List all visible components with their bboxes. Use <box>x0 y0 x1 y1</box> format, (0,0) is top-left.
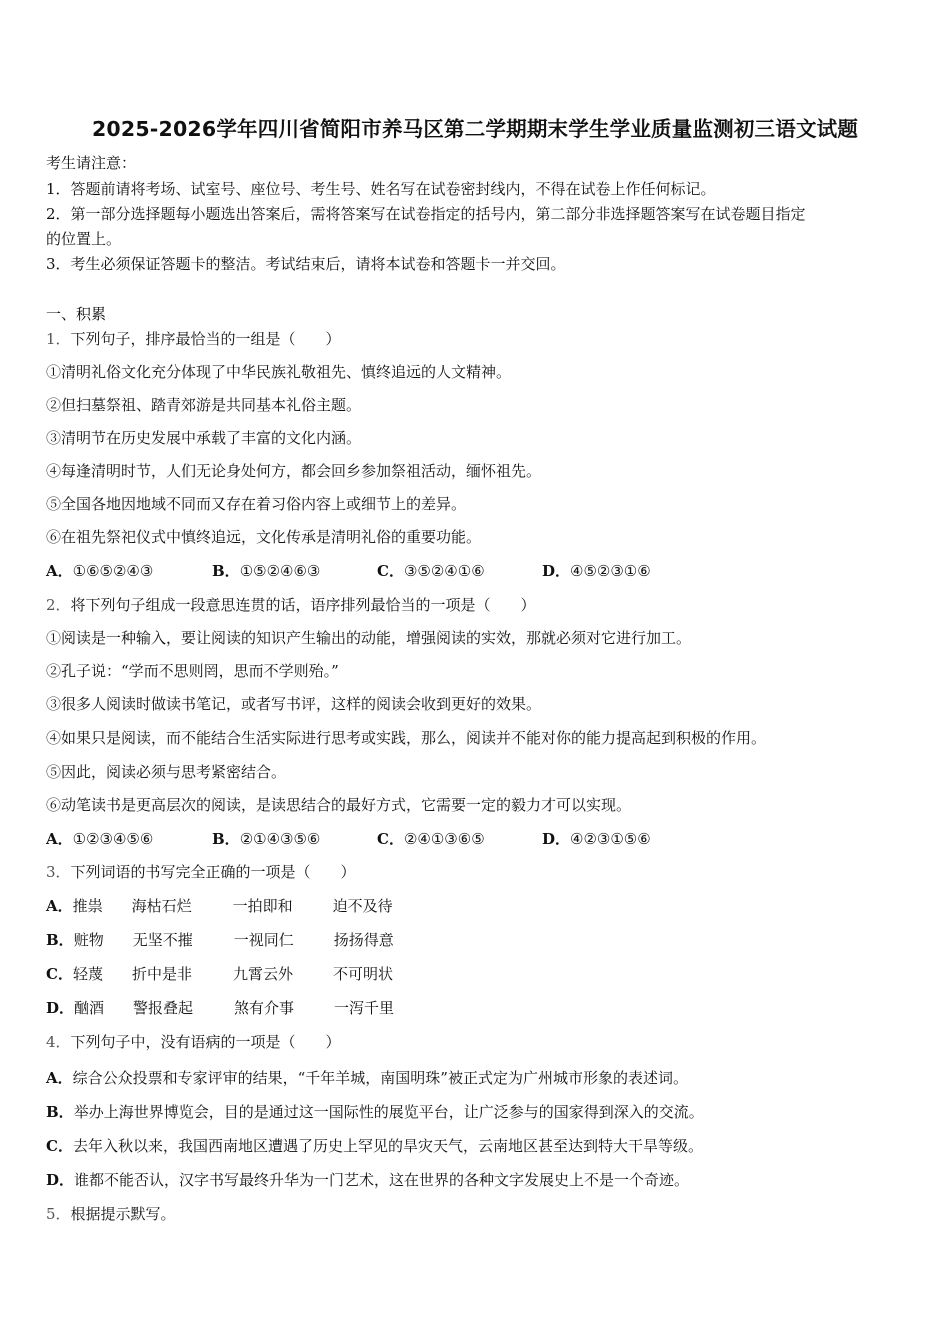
word: 赃物 <box>73 931 104 949</box>
word: 不可明状 <box>332 965 393 983</box>
option-d <box>542 828 651 849</box>
option-d <box>542 560 651 581</box>
option-text: ①⑥⑤②④③ <box>72 562 154 580</box>
option-label: C． <box>46 965 73 983</box>
word: 推祟 <box>72 897 103 915</box>
option-text: ①②③④⑤⑥ <box>72 830 154 848</box>
notice-heading: 考生请注意： <box>46 154 137 172</box>
word: 一视同仁 <box>233 931 294 949</box>
sentence: ③很多人阅读时做读书笔记，或者写书评，这样的阅读会收到更好的效果。 <box>46 695 542 713</box>
word: 警报叠起 <box>133 999 194 1017</box>
option-text: ③⑤②④①⑥ <box>403 562 485 580</box>
option-text: ①⑤②④⑥③ <box>239 562 321 580</box>
word: 酗酒 <box>74 999 105 1017</box>
word: 折中是非 <box>131 965 192 983</box>
question-3 <box>46 861 356 882</box>
question-2 <box>46 594 536 615</box>
option-label: C． <box>377 830 404 848</box>
option-c <box>46 1135 703 1156</box>
word: 一拍即和 <box>232 897 293 915</box>
question-stem: 下列词语的书写完全正确的一项是（ ） <box>70 863 356 881</box>
option-label: D． <box>46 999 75 1017</box>
option-text: ④②③①⑤⑥ <box>570 830 651 848</box>
option-label: B． <box>46 931 74 949</box>
word: 无坚不摧 <box>132 931 193 949</box>
word: 轻蔑 <box>72 965 103 983</box>
option-text: ②①④③⑤⑥ <box>239 830 321 848</box>
word: 九霄云外 <box>232 965 293 983</box>
option-label: B． <box>212 562 240 580</box>
question-number: 5． <box>46 1205 71 1223</box>
sentence: ⑥在祖先祭祀仪式中慎终追远，文化传承是清明礼俗的重要功能。 <box>46 528 482 546</box>
word: 迫不及待 <box>332 897 393 915</box>
question-number: 4． <box>46 1033 71 1051</box>
option-b <box>46 1101 704 1122</box>
option-label: A． <box>46 897 73 915</box>
option-d <box>46 1169 689 1190</box>
option-text: 去年入秋以来，我国西南地区遭遇了历史上罕见的旱灾天气，云南地区甚至达到特大干旱等级。 <box>72 1137 703 1155</box>
sentence: ⑤因此，阅读必须与思考紧密结合。 <box>46 763 287 781</box>
option-text: 谁都不能否认，汉字书写最终升华为一门艺术，这在世界的各种文字发展史上不是一个奇迹。 <box>74 1171 690 1189</box>
option-b <box>46 929 394 950</box>
question-1 <box>46 328 341 349</box>
option-label: D． <box>46 1171 75 1189</box>
option-text: ④⑤②③①⑥ <box>570 562 651 580</box>
question-5 <box>46 1203 176 1224</box>
option-label: B． <box>46 1103 74 1121</box>
option-label: A． <box>46 562 73 580</box>
option-label: B． <box>212 830 240 848</box>
option-b <box>212 560 320 581</box>
sentence: ①清明礼俗文化充分体现了中华民族礼敬祖先、慎终追远的人文精神。 <box>46 363 512 381</box>
notice-item: 3．考生必须保证答题卡的整洁。考试结束后，请将本试卷和答题卡一并交回。 <box>46 255 566 273</box>
sentence: ①阅读是一种输入，要让阅读的知识产生输出的动能，增强阅读的实效，那就必须对它进行加工。 <box>46 629 692 647</box>
question-stem: 根据提示默写。 <box>70 1205 176 1223</box>
question-number: 1． <box>46 330 71 348</box>
option-c <box>46 963 393 984</box>
page-title: 2025-2026学年四川省简阳市养马区第二学期期末学生学业质量监测初三语文试题 <box>91 117 859 141</box>
option-a <box>46 895 393 916</box>
word: 一泻千里 <box>334 999 395 1017</box>
word: 海枯石烂 <box>131 897 192 915</box>
option-c <box>377 560 485 581</box>
option-label: D． <box>542 830 571 848</box>
option-a <box>46 828 153 849</box>
sentence: ②孔子说：“学而不思则罔，思而不学则殆。” <box>46 662 339 680</box>
option-b <box>212 828 320 849</box>
sentence: ⑤全国各地因地域不同而又存在着习俗内容上或细节上的差异。 <box>46 495 467 513</box>
option-label: C． <box>46 1137 73 1155</box>
option-text: ②④①③⑥⑤ <box>403 830 485 848</box>
section-heading: 一、积累 <box>46 305 107 323</box>
question-stem: 下列句子中，没有语病的一项是（ ） <box>70 1033 341 1051</box>
option-label: A． <box>46 1069 73 1087</box>
sentence: ④每逢清明时节，人们无论身处何方，都会回乡参加祭祖活动，缅怀祖先。 <box>46 462 542 480</box>
sentence: ④如果只是阅读，而不能结合生活实际进行思考或实践，那么，阅读并不能对你的能力提高起到积极的作用。 <box>46 729 767 747</box>
option-a <box>46 1067 688 1088</box>
sentence: ⑥动笔读书是更高层次的阅读，是读思结合的最好方式，它需要一定的毅力才可以实现。 <box>46 796 632 814</box>
question-number: 3． <box>46 863 71 881</box>
notice-item: 1．答题前请将考场、试室号、座位号、考生号、姓名写在试卷密封线内，不得在试卷上作任何标记。 <box>46 180 716 198</box>
notice-item: 的位置上。 <box>46 230 122 248</box>
option-label: D． <box>542 562 571 580</box>
word: 扬扬得意 <box>333 931 394 949</box>
option-text: 举办上海世界博览会，目的是通过这一国际性的展览平台，让广泛参与的国家得到深入的交流。 <box>73 1103 704 1121</box>
option-label: A． <box>46 830 73 848</box>
notice-item: 2．第一部分选择题每小题选出答案后，需将答案写在试卷指定的括号内，第二部分非选择题答案写在试卷题目指定 <box>46 205 806 223</box>
option-c <box>377 828 485 849</box>
word: 煞有介事 <box>234 999 295 1017</box>
question-stem: 下列句子，排序最恰当的一组是（ ） <box>70 330 341 348</box>
question-number: 2． <box>46 596 71 614</box>
option-label: C． <box>377 562 404 580</box>
option-text: 综合公众投票和专家评审的结果，“千年羊城，南国明珠”被正式定为广州城市形象的表述词。 <box>72 1069 688 1087</box>
option-d <box>46 997 394 1018</box>
sentence: ③清明节在历史发展中承载了丰富的文化内涵。 <box>46 429 362 447</box>
question-4 <box>46 1031 341 1052</box>
option-a <box>46 560 153 581</box>
question-stem: 将下列句子组成一段意思连贯的话，语序排列最恰当的一项是（ ） <box>70 596 536 614</box>
sentence: ②但扫墓祭祖、踏青郊游是共同基本礼俗主题。 <box>46 396 362 414</box>
